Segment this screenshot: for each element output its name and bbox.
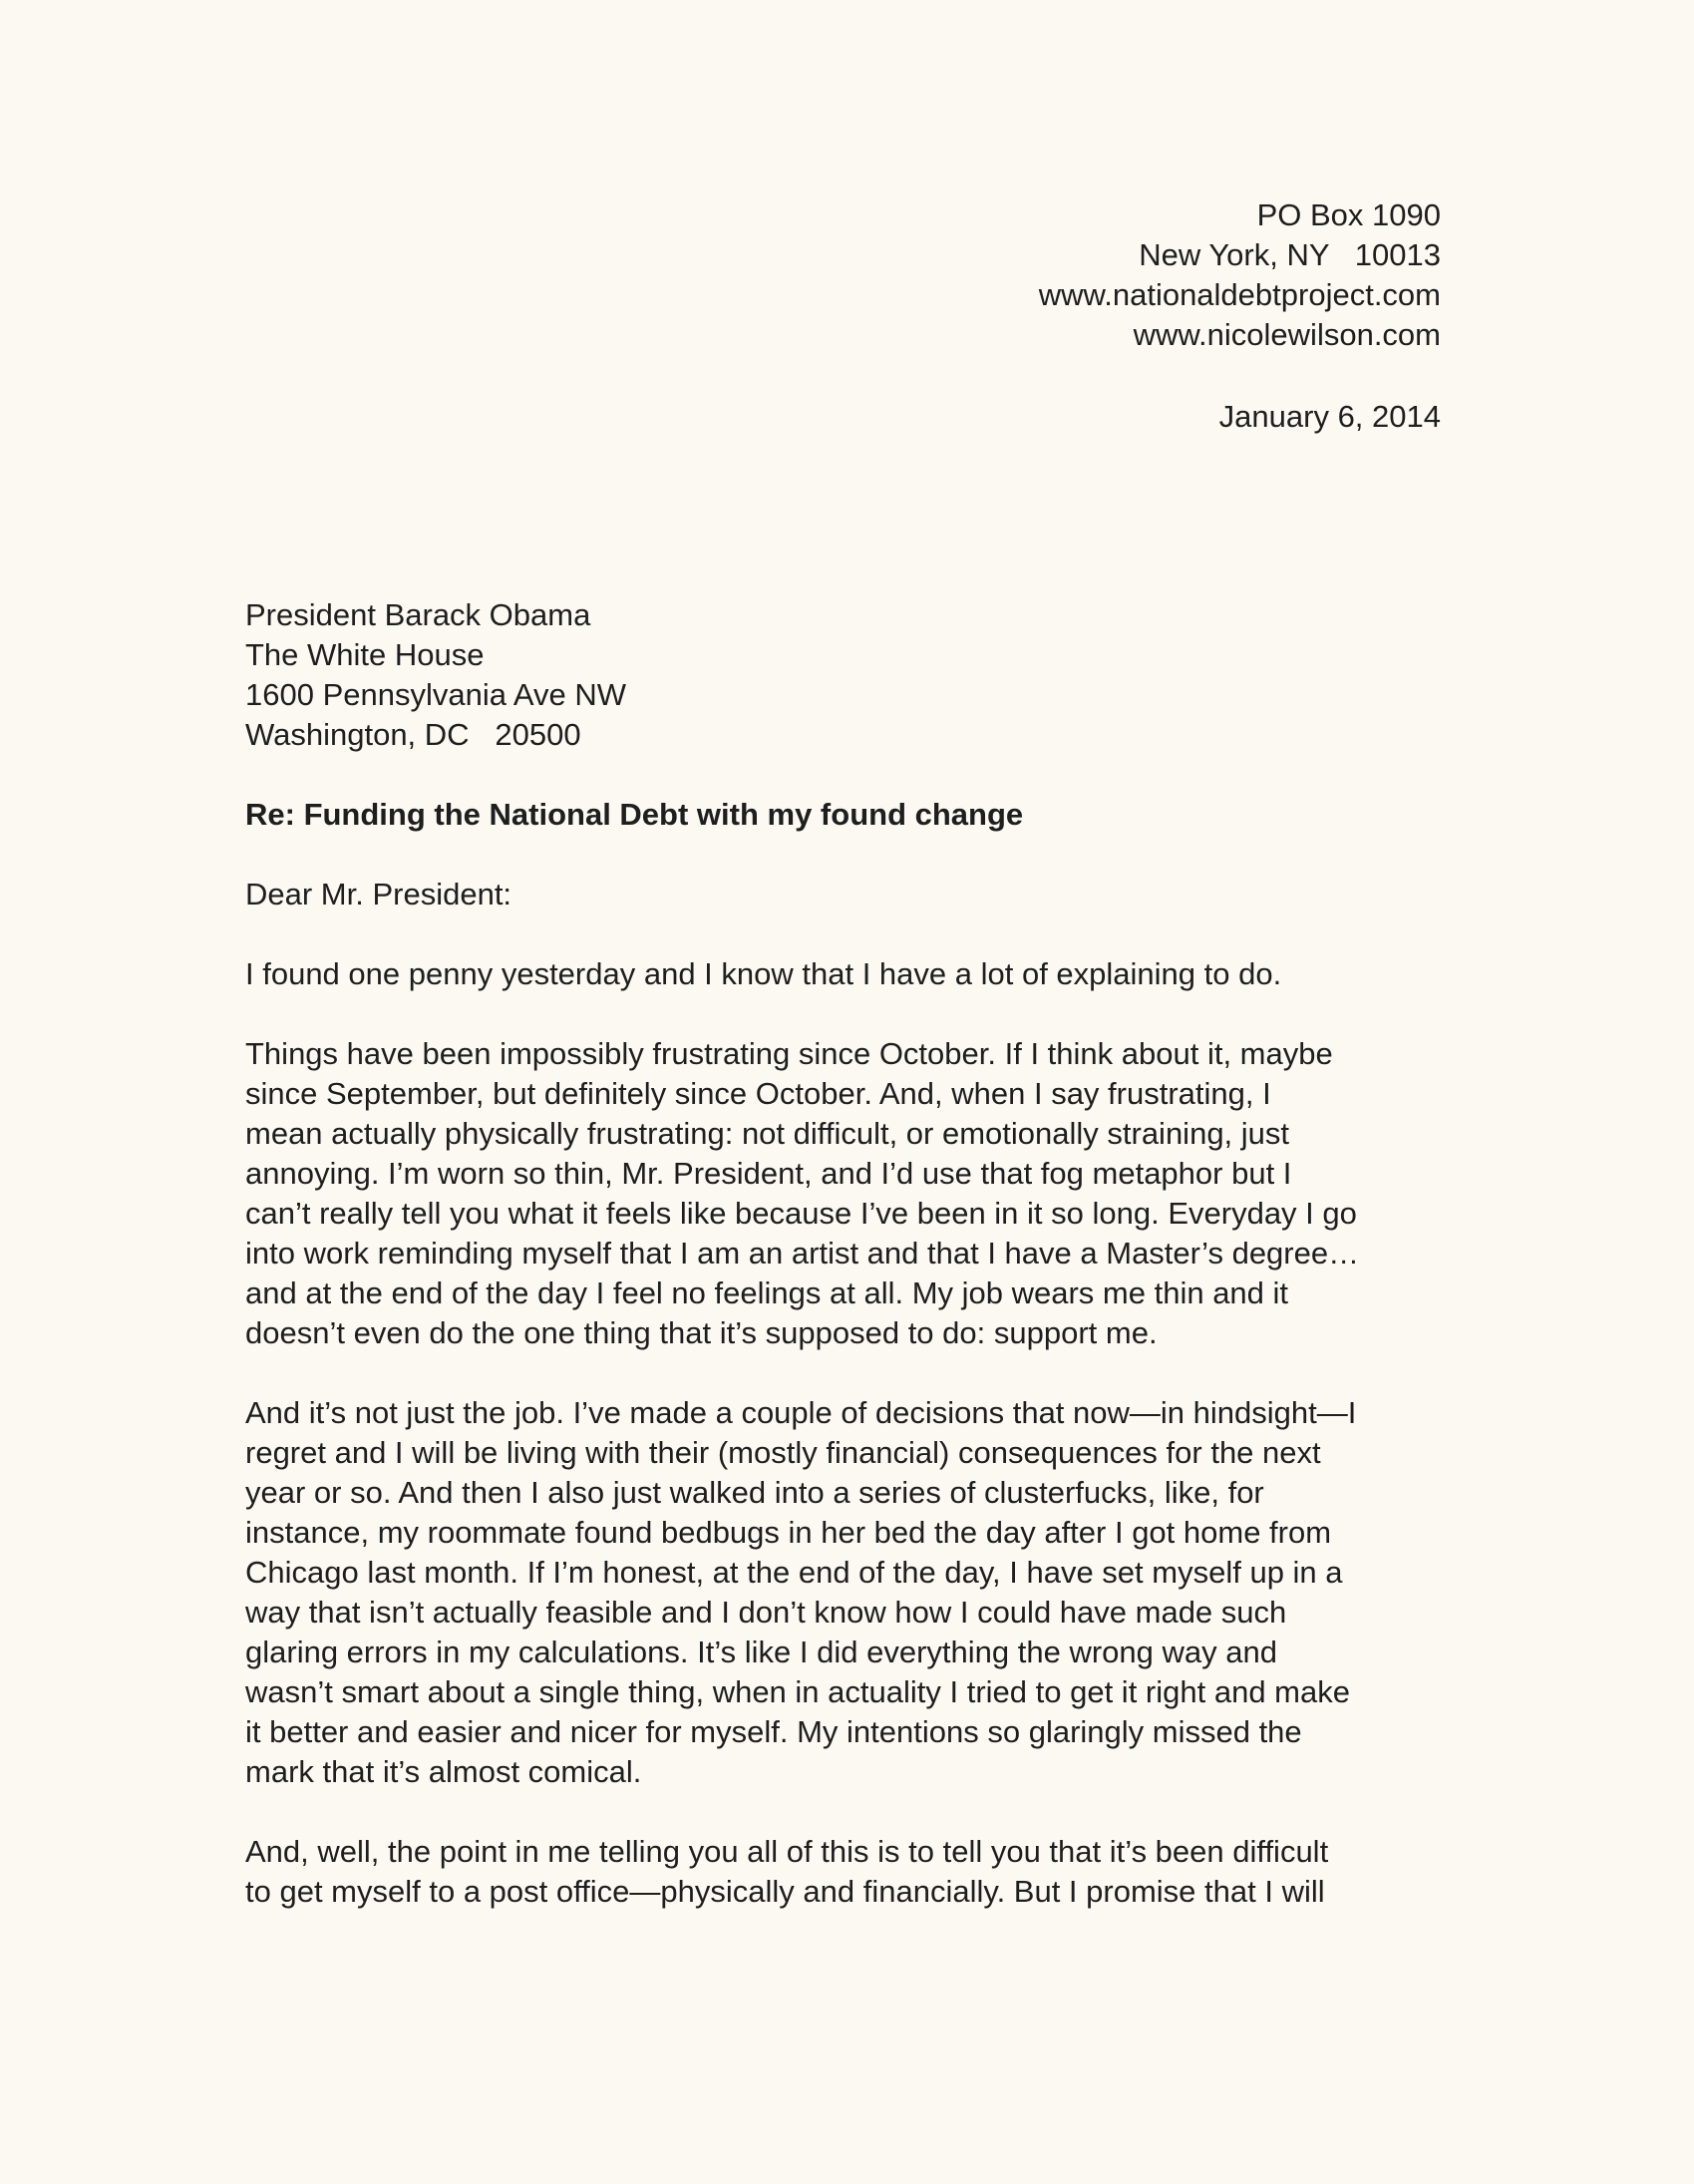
paragraph-line: Chicago last month. If I’m honest, at the end of the day, I have set myself up in a — [245, 1555, 1343, 1590]
sender-address — [1039, 195, 1441, 355]
recipient-address — [245, 595, 626, 755]
paragraph-line: And it’s not just the job. I’ve made a couple of decisions that now—in hindsight—I — [245, 1395, 1357, 1430]
paragraph-line: mean actually physically frustrating: not difficult, or emotionally straining, just — [245, 1116, 1290, 1151]
letter-date: January 6, 2014 — [1218, 399, 1441, 434]
paragraph-line: annoying. I’m worn so thin, Mr. President, and I’d use that fog metaphor but I — [245, 1156, 1292, 1191]
sender-po-box: PO Box 1090 — [1256, 197, 1441, 232]
paragraph-line: since September, but definitely since October. And, when I say frustrating, I — [245, 1076, 1271, 1111]
paragraph-line: into work reminding myself that I am an artist and that I have a Master’s degree… — [245, 1236, 1360, 1271]
paragraph-line: year or so. And then I also just walked into a series of clusterfucks, like, for — [245, 1475, 1264, 1510]
recipient-city: Washington, DC 20500 — [245, 717, 581, 752]
recipient-street: 1600 Pennsylvania Ave NW — [245, 677, 626, 712]
paragraph-line: mark that it’s almost comical. — [245, 1754, 642, 1789]
recipient-org: The White House — [245, 637, 485, 672]
subject-line: Re: Funding the National Debt with my found change — [245, 797, 1024, 832]
sender-website-2: www.nicolewilson.com — [1133, 317, 1441, 352]
paragraph-line: Things have been impossibly frustrating since October. If I think about it, maybe — [245, 1036, 1333, 1071]
paragraph-line: glaring errors in my calculations. It’s like I did everything the wrong way and — [245, 1635, 1277, 1669]
paragraph-line: doesn’t even do the one thing that it’s supposed to do: support me. — [245, 1315, 1158, 1350]
letter-body — [245, 954, 1450, 1952]
sender-city: New York, NY 10013 — [1139, 237, 1441, 272]
paragraph-line: regret and I will be living with their (mostly financial) consequences for the next — [245, 1435, 1321, 1470]
paragraph-line: wasn’t smart about a single thing, when in actuality I tried to get it right and make — [245, 1674, 1350, 1709]
paragraph-line: and at the end of the day I feel no feelings at all. My job wears me thin and it — [245, 1275, 1289, 1310]
paragraph-line: to get myself to a post office—physically and financially. But I promise that I will — [245, 1874, 1325, 1909]
paragraph-line: can’t really tell you what it feels like because I’ve been in it so long. Everyday I go — [245, 1196, 1357, 1231]
body-paragraph — [245, 954, 1450, 994]
body-paragraph — [245, 1034, 1450, 1353]
sender-website-1: www.nationaldebtproject.com — [1038, 277, 1441, 312]
body-paragraph — [245, 1393, 1450, 1792]
paragraph-line: instance, my roommate found bedbugs in her bed the day after I got home from — [245, 1515, 1332, 1550]
paragraph-line: And, well, the point in me telling you all of this is to tell you that it’s been difficult — [245, 1834, 1329, 1869]
salutation: Dear Mr. President: — [245, 877, 512, 911]
recipient-name: President Barack Obama — [245, 597, 591, 632]
paragraph-line: I found one penny yesterday and I know that I have a lot of explaining to do. — [245, 956, 1282, 991]
paragraph-line: way that isn’t actually feasible and I don’t know how I could have made such — [245, 1595, 1287, 1630]
body-paragraph — [245, 1832, 1450, 1912]
paragraph-line: it better and easier and nicer for myself. My intentions so glaringly missed the — [245, 1714, 1302, 1749]
